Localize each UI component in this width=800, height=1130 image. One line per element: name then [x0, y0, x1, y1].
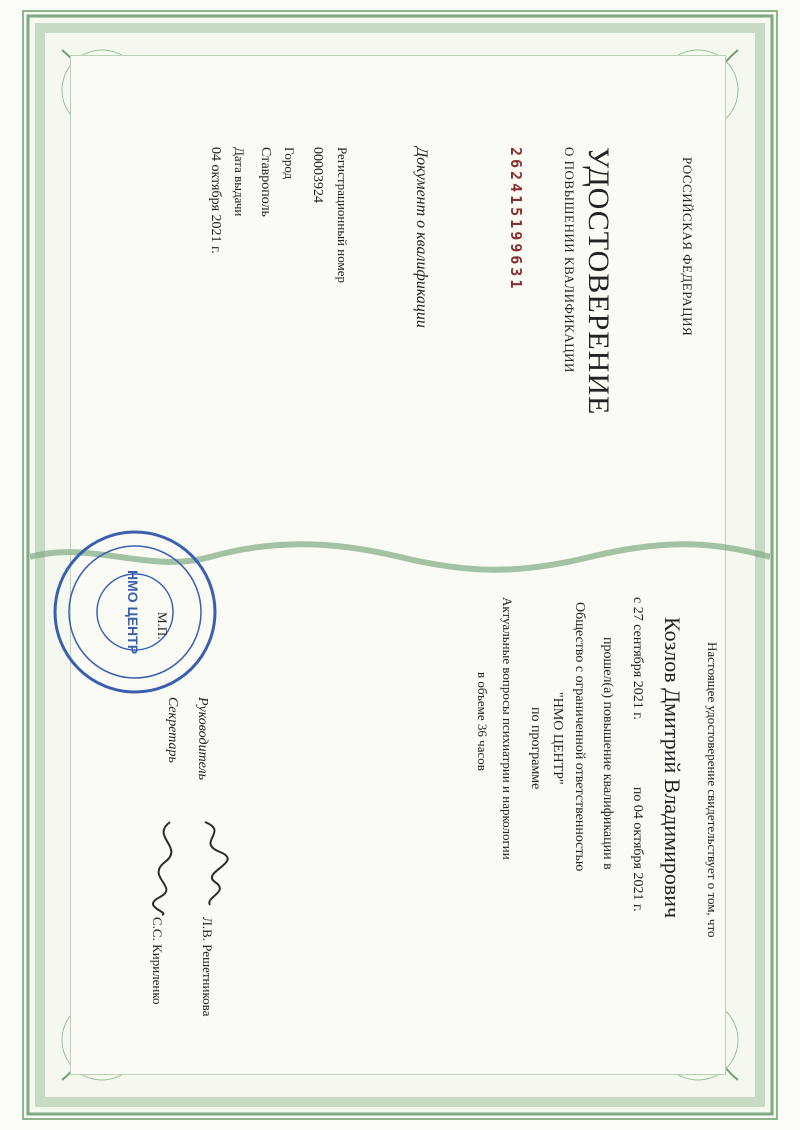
certificate-number: 262415199631	[507, 147, 525, 292]
certificate-content	[75, 77, 735, 1077]
program-label: по программе	[528, 707, 543, 790]
program-volume: в объеме 36 часов	[475, 672, 490, 771]
date-from: с 27 сентября 2021 г.	[630, 597, 645, 720]
country-label: РОССИЙСКАЯ ФЕДЕРАЦИЯ	[680, 157, 695, 337]
head-role: Руководитель	[195, 697, 210, 781]
certificate-subtitle: О ПОВЫШЕНИИ КВАЛИФИКАЦИИ	[562, 147, 577, 373]
head-signature	[190, 817, 235, 907]
organization-seal	[50, 527, 220, 697]
issue-date-label: Дата выдачи	[232, 147, 247, 217]
svg-text:НМО ЦЕНТР: НМО ЦЕНТР	[125, 569, 141, 655]
city-value: Ставрополь	[258, 147, 273, 217]
program-name: Актуальные вопросы психиатрии и наркологии	[500, 597, 515, 860]
date-to: по 04 октября 2021 г.	[630, 786, 645, 912]
holder-name: Козлов Дмитрий Владимирович	[660, 617, 685, 919]
stamp-mark: М.П.	[155, 612, 170, 640]
training-dates	[629, 597, 645, 912]
passed-text: прошел(а) повышение квалификации в	[600, 637, 615, 870]
city-label: Город	[282, 147, 297, 180]
organization: Общество с ограниченной ответственностью	[572, 602, 587, 872]
organization-name: "НМО ЦЕНТР"	[550, 692, 565, 785]
certificate-intro: Настоящее удостоверение свидетельствует о том, что	[705, 642, 720, 938]
secretary-signature	[145, 817, 190, 917]
certificate-title: УДОСТОВЕРЕНИЕ	[582, 147, 615, 416]
secretary-name: С.С. Кириленко	[150, 917, 165, 1005]
registration-label: Регистрационный номер	[335, 147, 350, 283]
document-type: Документ о квалификации	[413, 147, 430, 328]
registration-value: 00003924	[310, 147, 325, 203]
issue-date-value: 04 октября 2021 г.	[208, 147, 223, 254]
secretary-role: Секретарь	[165, 697, 180, 763]
head-name: Л.В. Решетникова	[200, 917, 215, 1017]
